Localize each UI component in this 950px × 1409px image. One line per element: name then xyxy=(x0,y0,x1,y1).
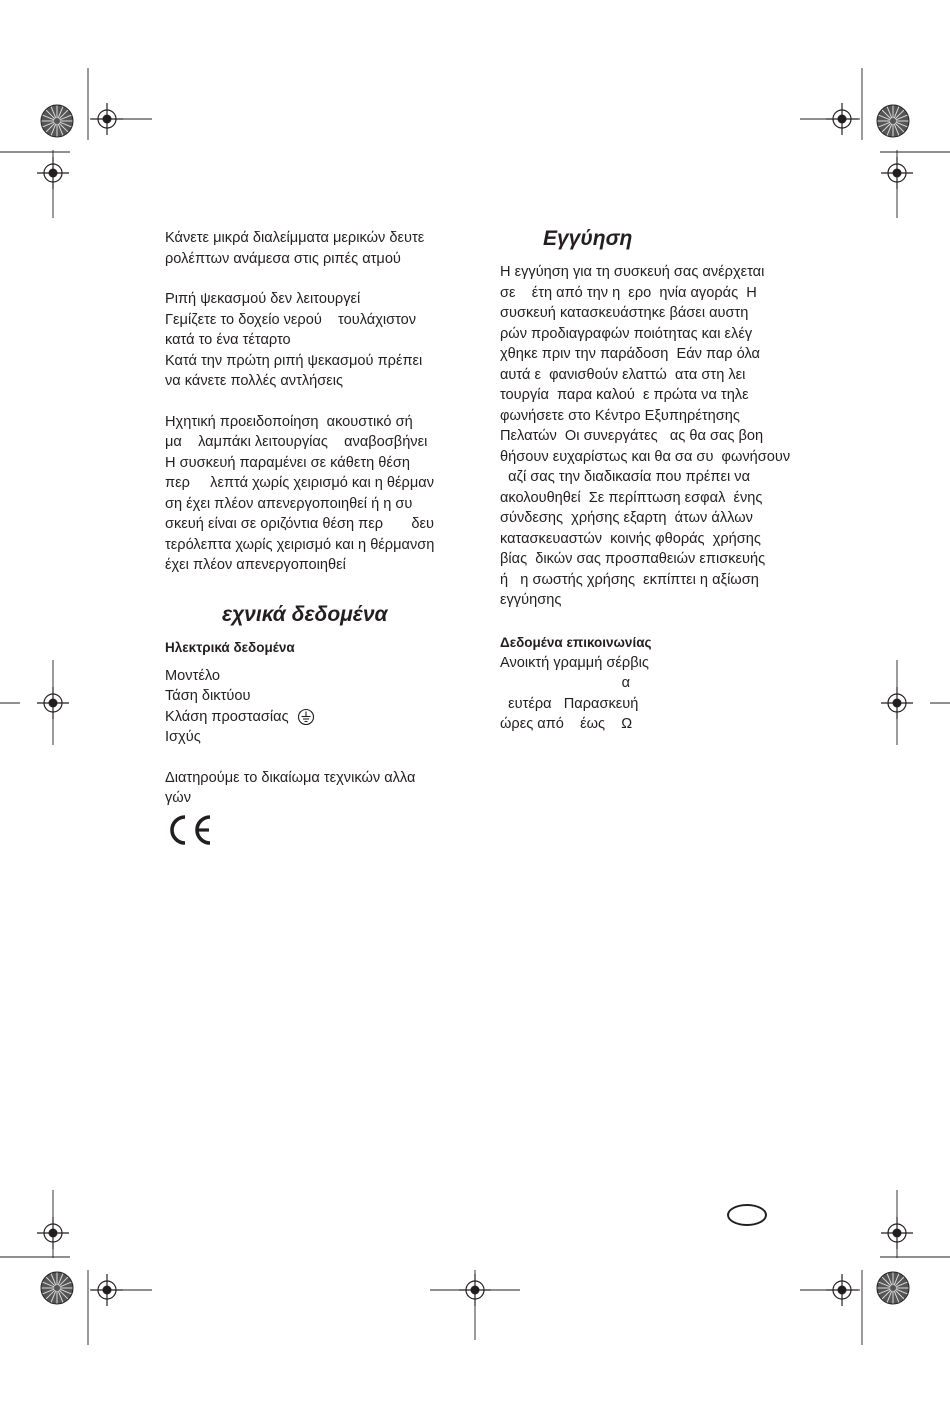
text-line: ευτέρα Παρασκευή xyxy=(500,695,639,712)
warranty-heading: Εγγύηση xyxy=(543,227,633,250)
text-line: Η συσκευή παραμένει σε κάθετη θέση xyxy=(165,454,411,471)
text-line: σε έτη από την η ερο ηνία αγοράς Η xyxy=(500,284,757,301)
text-line: τουργία παρα καλού ε πρώτα να τηλε xyxy=(500,387,749,403)
text-line: α xyxy=(500,675,631,691)
spec-voltage: Τάση δικτύου xyxy=(165,688,251,704)
spec-list xyxy=(165,666,475,748)
text-line: εγγύησης xyxy=(500,592,562,608)
text-line: Ηχητική προειδοποίηση ακουστικό σή xyxy=(165,413,413,430)
text-line: Πελατών Οι συνεργάτες ας θα σας βοη xyxy=(500,428,764,444)
ce-mark-icon xyxy=(165,813,215,847)
text-line: αζί σας την διαδικασία που πρέπει να xyxy=(500,469,751,485)
text-line: Κατά την πρώτη ριπή ψεκασμού πρέπει xyxy=(165,352,423,369)
troubleshoot-acoustic-warning xyxy=(165,412,475,576)
spec-power: Ισχύς xyxy=(165,729,201,745)
right-column xyxy=(500,226,820,735)
troubleshoot-steam-pause xyxy=(165,228,475,269)
text-line: γών xyxy=(165,790,191,806)
text-line: ακολουθηθεί Σε περίπτωση εσφαλ ένης xyxy=(500,489,763,506)
text-line: χθηκε πριν την παράδοση Εάν παρ όλα xyxy=(500,346,760,362)
spec-model: Μοντέλο xyxy=(165,667,221,684)
text-line: Κάνετε μικρά διαλείμματα μερικών δευτε xyxy=(165,230,425,246)
text-line: Ανοικτή γραμμή σέρβις xyxy=(500,654,649,671)
language-badge xyxy=(727,1204,767,1226)
text-line: κατασκευαστών κοινής φθοράς χρήσης xyxy=(500,530,761,547)
text-line: σύνδεσης χρήσης εξαρτη άτων άλλων xyxy=(500,510,753,526)
text-line: Ριπή ψεκασμού δεν λειτουργεί xyxy=(165,291,361,307)
technical-data-heading: εχνικά δεδομένα xyxy=(222,602,388,626)
text-line: Γεμίζετε το δοχείο νερού τουλάχιστον xyxy=(165,311,417,328)
spec-protection-class: Κλάση προστασίας xyxy=(165,708,289,725)
contact-lines xyxy=(500,653,820,735)
text-line: ή η σωστής χρήσης εκπίπτει η αξίωση xyxy=(500,571,759,588)
text-line: ώρες από έως Ω xyxy=(500,716,633,732)
text-line: συσκευή κατασκευάστηκε βάσει αυστη xyxy=(500,305,749,321)
contact-data-heading: Δεδομένα επικοινωνίας xyxy=(500,634,652,650)
warranty-text xyxy=(500,262,820,611)
rights-note xyxy=(165,768,475,809)
text-line: φωνήσετε στο Κέντρο Εξυπηρέτησης xyxy=(500,407,740,424)
text-line: έχει πλέον απενεργοποιηθεί xyxy=(165,557,346,573)
troubleshoot-spray xyxy=(165,289,475,392)
text-line: να κάνετε πολλές αντλήσεις xyxy=(165,373,344,389)
spec-protection-class-row xyxy=(165,707,475,728)
electrical-data-heading: Ηλεκτρικά δεδομένα xyxy=(165,639,295,655)
left-column xyxy=(165,228,475,853)
text-line: μα λαμπάκι λειτουργίας αναβοσβήνει xyxy=(165,434,428,450)
text-line: ση έχει πλέον απενεργοποιηθεί ή η συ xyxy=(165,495,413,512)
text-line: τερόλεπτα χωρίς χειρισμό και η θέρμανση xyxy=(165,536,435,553)
text-line: περ λεπτά χωρίς χειρισμό και η θέρμαν xyxy=(165,475,434,491)
text-line: Η εγγύηση για τη συσκευή σας ανέρχεται xyxy=(500,264,765,280)
text-line: ρολέπτων ανάμεσα στις ριπές ατμού xyxy=(165,250,401,267)
text-line: σκευή είναι σε οριζόντια θέση περ δευ xyxy=(165,516,435,532)
ground-symbol-icon xyxy=(297,708,315,726)
text-line: Διατηρούμε το δικαίωμα τεχνικών αλλα xyxy=(165,769,416,786)
text-line: θήσουν ευχαρίστως και θα σα συ φωνήσουν xyxy=(500,448,791,465)
text-line: κατά το ένα τέταρτο xyxy=(165,332,291,348)
text-line: ρών προδιαγραφών ποιότητας και ελέγ xyxy=(500,325,753,342)
text-line: βίας δικών σας προσπαθειών επισκευής xyxy=(500,551,766,567)
text-line: αυτά ε φανισθούν ελαττώ ατα στη λει xyxy=(500,366,746,383)
